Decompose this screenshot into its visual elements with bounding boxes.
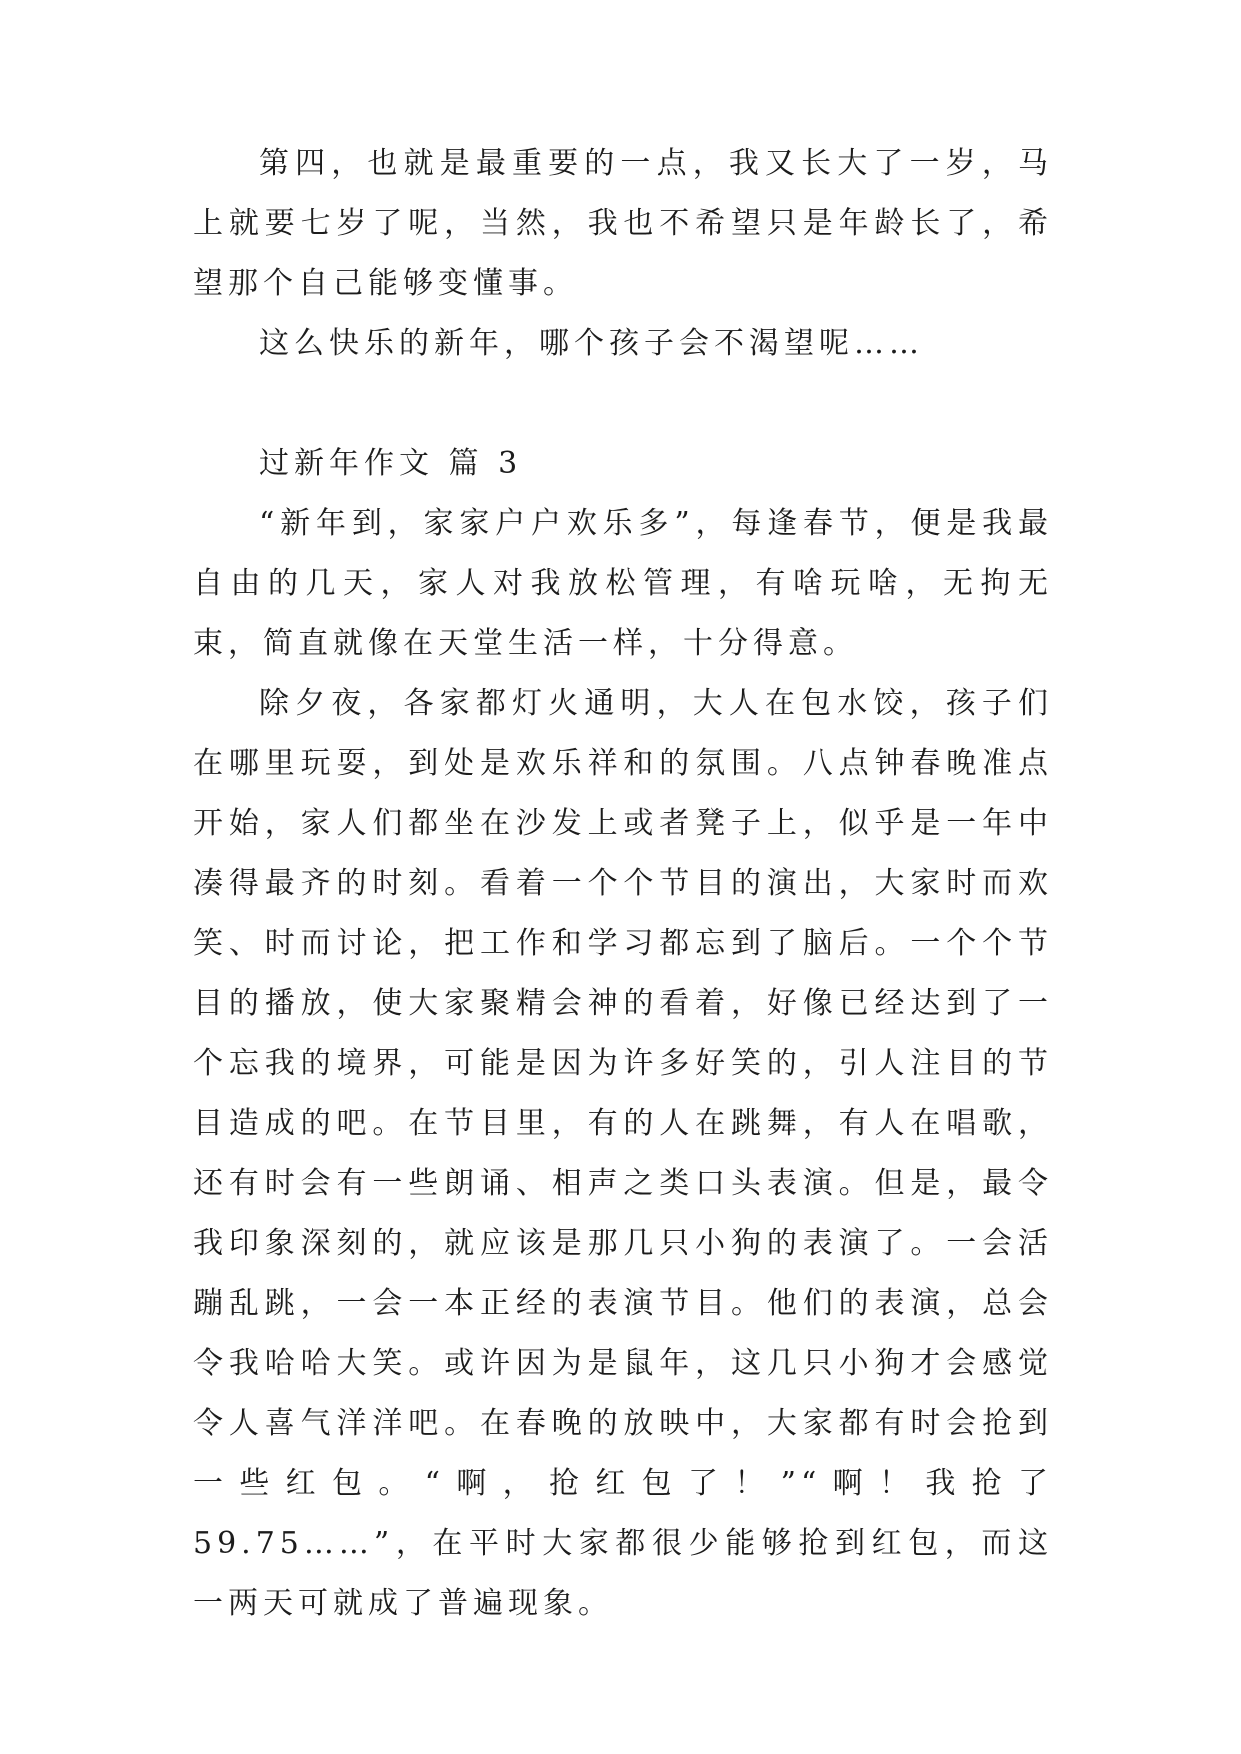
- paragraph-closing-question: 这么快乐的新年，哪个孩子会不渴望呢……: [259, 326, 924, 361]
- section-title: 过新年作文 篇 3: [259, 446, 523, 481]
- paragraph-new-year-intro: “新年到，家家户户欢乐多”，每逢春节，便是我最自由的几天，家人对我放松管理，有啥玩啥，无拘无束，简直就像在天堂生活一样，十分得意。: [193, 506, 1053, 661]
- paragraph-new-years-eve: 除夕夜，各家都灯火通明，大人在包水饺，孩子们在哪里玩耍，到处是欢乐祥和的氛围。八点钟春晚准点开始，家人们都坐在沙发上或者凳子上，似乎是一年中凑得最齐的时刻。看着一个个节目的演出，大家时而欢笑、时而讨论，把工作和学习都忘到了脑后。一个个节目的播放，使大家聚精会神的看着，好像已经达到了一个忘我的境界，可能是因为许多好笑的，引人注目的节目造成的吧。在节目里，有的人在跳舞，有人在唱歌，还有时会有一些朗诵、相声之类口头表演。但是，最令我印象深刻的，就应该是那几只小狗的表演了。一会活蹦乱跳，一会一本正经的表演节目。他们的表演，总会令我哈哈大笑。或许因为是鼠年，这几只小狗才会感觉令人喜气洋洋吧。在春晚的放映中，大家都有时会抢到一些红包。“啊，抢红包了！”“啊！我抢了 59.75……”，在平时大家都很少能够抢到红包，而这一两天可就成了普遍现象。: [193, 686, 1053, 1621]
- paragraph-fourth-point: 第四，也就是最重要的一点，我又长大了一岁，马上就要七岁了呢，当然，我也不希望只是年龄长了，希望那个自己能够变懂事。: [193, 146, 1053, 301]
